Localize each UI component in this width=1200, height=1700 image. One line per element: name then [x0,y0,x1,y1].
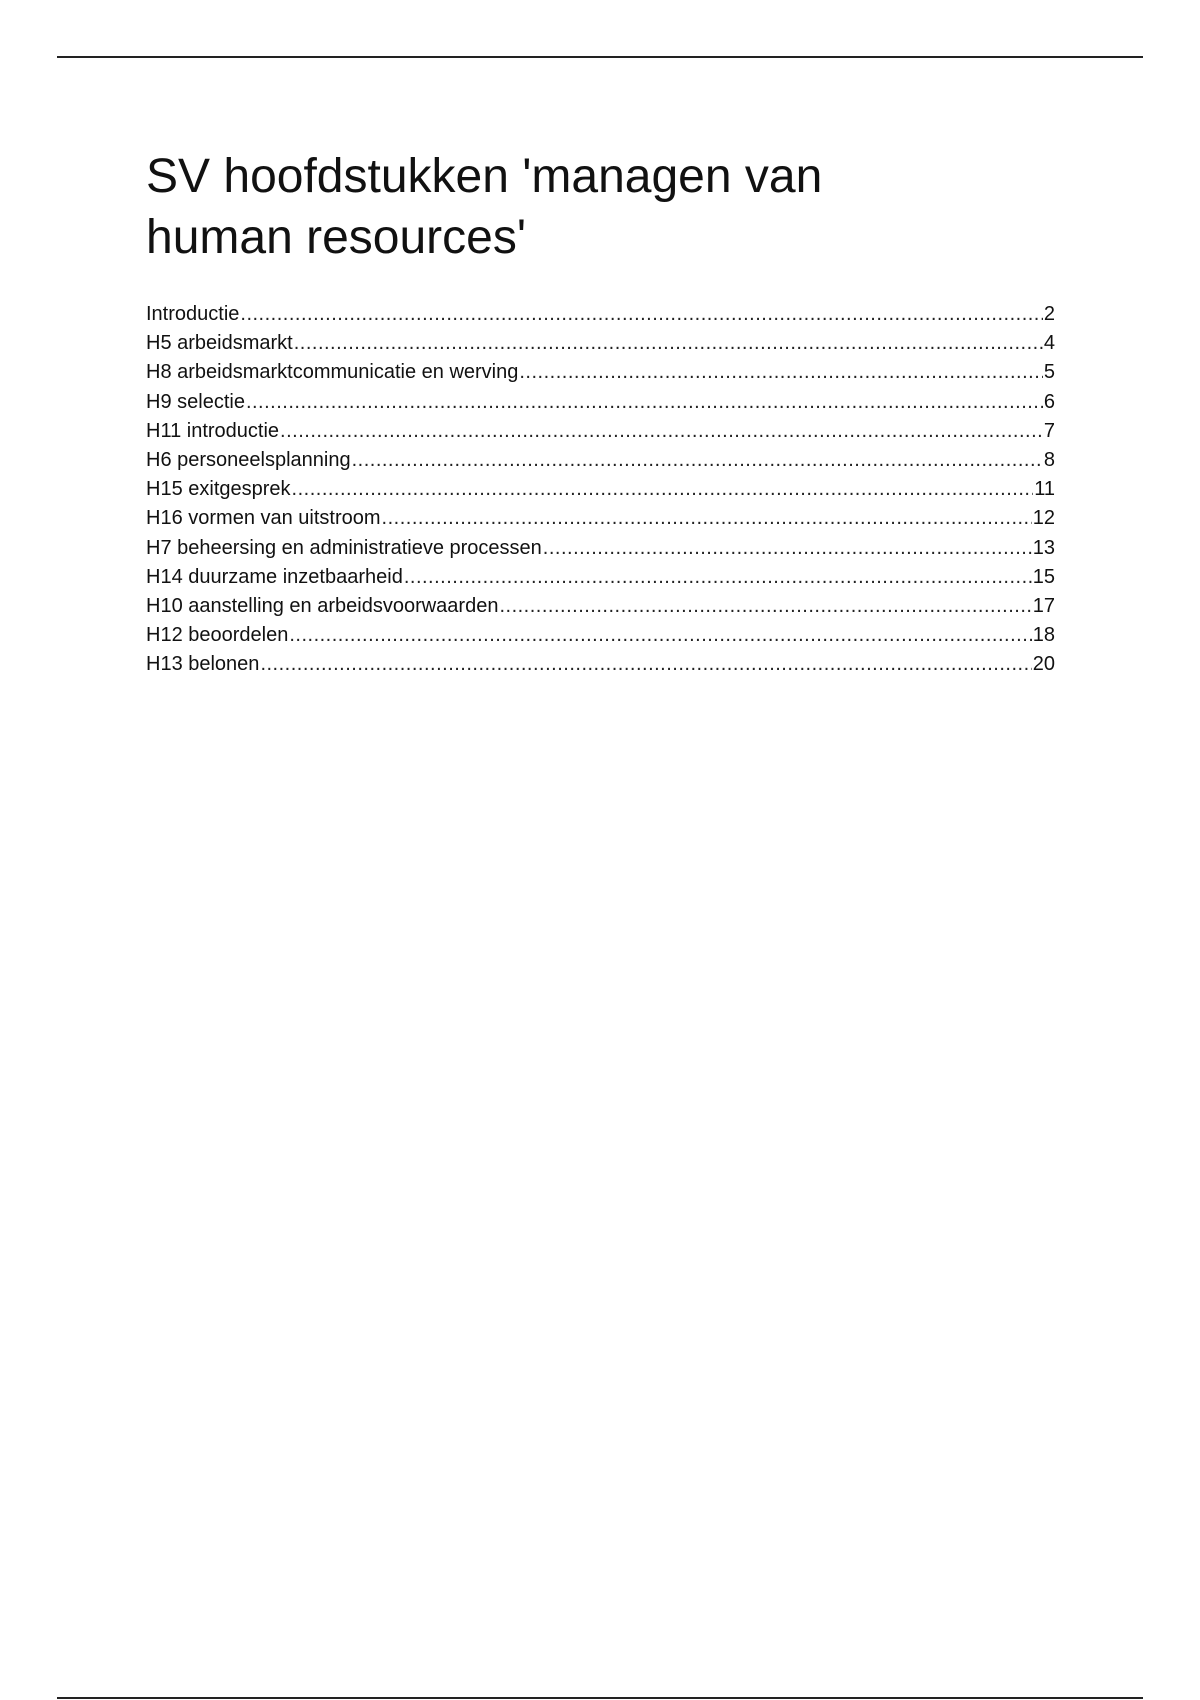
toc-entry-h5[interactable] [146,329,1055,358]
toc-entry-h9[interactable] [146,388,1055,417]
toc-entry-label: H16 vormen van uitstroom [146,507,381,530]
toc-dot-leader [543,534,1032,563]
toc-entry-label: H14 duurzame inzetbaarheid [146,565,403,588]
toc-page-number: 20 [1032,653,1055,676]
toc-entry-h14[interactable] [146,563,1055,592]
toc-entry-introductie[interactable] [146,300,1055,329]
toc-page-number: 17 [1032,594,1055,617]
toc-dot-leader [382,504,1032,533]
toc-page-number: 2 [1043,303,1055,325]
toc-dot-leader [404,563,1032,592]
toc-entry-label: H13 belonen [146,653,260,676]
toc-entry-label: H11 introductie [146,419,280,442]
toc-page-number: 13 [1032,536,1055,559]
toc-page-number: 8 [1043,448,1055,471]
toc-entry-h13[interactable] [146,650,1055,679]
toc-page-number: 7 [1043,419,1055,442]
toc-dot-leader [280,417,1043,446]
toc-entry-label: Introductie [146,303,240,325]
toc-entry-label: H15 exitgesprek [146,478,291,501]
toc-entry-label: H5 arbeidsmarkt [146,332,293,355]
toc-dot-leader [289,621,1031,650]
toc-entry-h10[interactable] [146,592,1055,621]
toc-entry-h7[interactable] [146,534,1055,563]
toc-entry-label: H6 personeelsplanning [146,448,351,471]
toc-entry-h15[interactable] [146,475,1055,504]
toc-entry-label: H7 beheersing en administratieve processen [146,536,542,559]
toc-page-number: 12 [1032,507,1055,530]
toc-dot-leader [294,329,1043,358]
document-title: SV hoofdstukken 'managen van human resources' [146,150,823,264]
toc-entry-h11[interactable] [146,417,1055,446]
toc-entry-h6[interactable] [146,446,1055,475]
toc-entry-label: H12 beoordelen [146,624,289,647]
toc-dot-leader [499,592,1031,621]
toc-dot-leader [260,650,1031,679]
toc-entry-label: H10 aanstelling en arbeidsvoorwaarden [146,594,499,617]
toc-entry-h16[interactable] [146,504,1055,533]
toc-dot-leader [519,358,1043,387]
toc-entry-label: H8 arbeidsmarktcommunicatie en werving [146,361,519,384]
table-of-contents [146,300,1055,679]
toc-dot-leader [352,446,1043,475]
toc-page-number: 6 [1043,390,1055,413]
toc-dot-leader [240,300,1042,329]
toc-page-number: 11 [1034,478,1055,501]
toc-page-number: 4 [1043,332,1055,355]
toc-page-number: 15 [1032,565,1055,588]
toc-page-number: 5 [1043,361,1055,384]
toc-page-number: 18 [1032,624,1055,647]
toc-entry-h8[interactable] [146,358,1055,387]
header-rule [57,56,1143,58]
footer-rule [57,1697,1143,1699]
toc-entry-label: H9 selectie [146,390,245,413]
toc-entry-h12[interactable] [146,621,1055,650]
toc-dot-leader [292,475,1034,504]
toc-dot-leader [246,388,1043,417]
